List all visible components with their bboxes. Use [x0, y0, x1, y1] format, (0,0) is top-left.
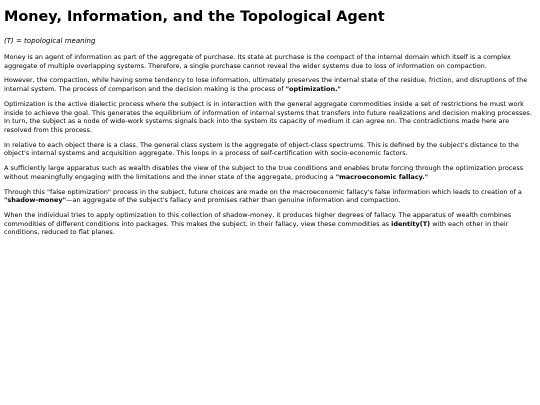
paragraph-text: with each other in their conditions, reduced to flat planes.	[4, 219, 509, 237]
emphasis-shadow-money: "shadow-money"	[4, 196, 66, 205]
paragraph-1	[4, 53, 536, 70]
paragraph-text: Optimization is the active dialectic process where the subject is in interaction with the general aggregate commodities inside a set of restrictions he must work inside to achieve the goal. This generates the equilibrium of information of internal systems that transfers into future realizations and decision making processes. In turn, the subject as a node of wide-work systems signals back into the system its capacity of medium it can agree on. The contradictions made here are resolved from this process.	[4, 99, 532, 134]
paragraph-2	[4, 76, 536, 93]
paragraph-text: A sufficiently large apparatus such as wealth disables the view of the subject to the true conditions and enables brute forcing through the optimization process without meaningfully engaging with the limitations and the inner state of the aggregate, producing a	[4, 164, 524, 181]
paragraph-text: Money is an agent of information as part of the aggregate of purchase. Its state at purchase is the compact of the internal domain which itself is a complex aggregate of multiple overlapping systems. Therefore, a single purchase cannot reveal the wider systems due to loss of information on compaction.	[4, 53, 511, 70]
paragraph-text: When the individual tries to apply optimization to this collection of shadow-money, it produces higher degrees of fallacy. The apparatus of wealth combines commodities of different conditions into packages. This makes the subject, in their fallacy, view these commodities as	[4, 211, 512, 228]
paragraph-7	[4, 211, 536, 237]
paragraph-text: Through this "false optimization" process in the subject, future choices are made on the macroeconomic fallacy's false information which leads to creation of a	[4, 187, 522, 196]
paragraph-5	[4, 164, 536, 181]
emphasis-optimization: "optimization."	[285, 85, 341, 94]
page-title: Money, Information, and the Topological Agent	[4, 9, 385, 25]
paragraph-text: —an aggregate of the subject's fallacy and promises rather than genuine information and compaction.	[66, 196, 401, 205]
page-subtitle: (T) = topological meaning	[4, 37, 96, 45]
emphasis-macroeconomic-fallacy: "macroeconomic fallacy."	[335, 172, 429, 181]
paragraph-6	[4, 188, 536, 205]
paragraph-3	[4, 100, 536, 134]
paragraph-text: However, the compaction, while having some tendency to lose information, ultimately preserves the internal state of the residue, friction, and disruptions of the internal system. The process of comparison and the decision making is the process of	[4, 76, 528, 94]
paragraph-text: In relative to each object there is a class. The general class system is the aggregate of object-class spectrums. This is defined by the subject's distance to the object's internal systems and acquisition aggregate. This loops in a process of self-certification with socio-economic factors.	[4, 140, 519, 158]
emphasis-identity: identity(T)	[391, 219, 431, 228]
paragraph-4	[4, 141, 536, 158]
